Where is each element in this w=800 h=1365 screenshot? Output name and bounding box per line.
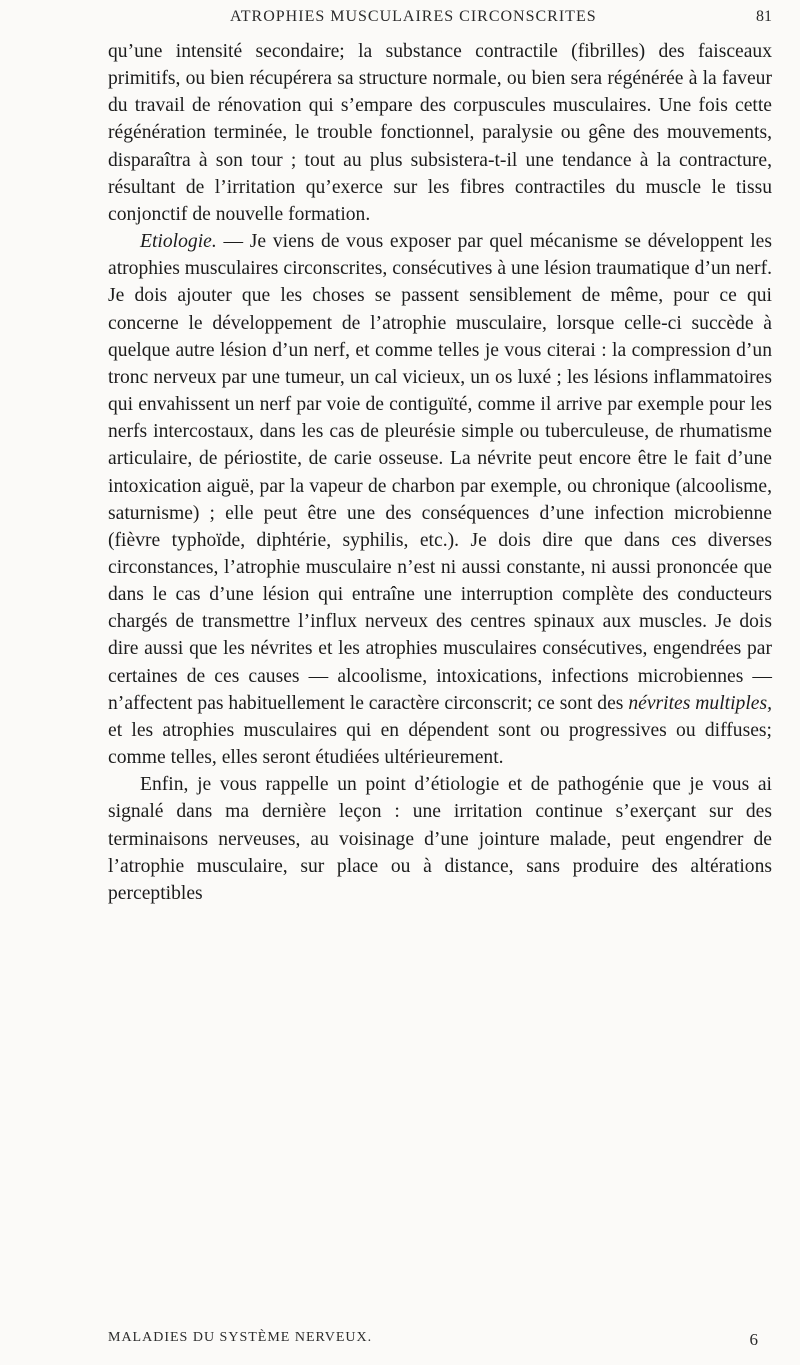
paragraph-etiologie-text: — Je viens de vous exposer par quel mécanisme se développent les atrophies musculaires circonscrites, consécutives à une lésion traumatique d’un nerf. Je dois ajouter que les choses se passent sensiblement de même, pour ce qui concerne le développement de l’atrophie musculaire, lorsque celle-ci succède à quelque autre lésion d’un nerf, et comme telles je vous citerai : la compression d’un tronc nerveux par une tumeur, un cal vicieux, un os luxé ; les lésions inflammatoires qui envahissent un nerf par voie de contiguïté, comme il arrive par exemple pour les nerfs intercostaux, dans les cas de pleurésie simple ou tuberculeuse, de rhumatisme articulaire, de périostite, de carie osseuse. La névrite peut encore être le fait d’une intoxication aiguë, par la vapeur de charbon par exemple, ou chronique (alcoolisme, saturnisme) ; elle peut être une des conséquences d’une infection microbienne (fièvre typhoïde, diphtérie, syphilis, etc.). Je dois dire que dans ces diverses circonstances, l’atrophie musculaire n’est ni aussi constante, ni aussi prononcée que dans le cas d’une lésion qui entraîne une interruption complète des conducteurs chargés de transmettre l’influx nerveux des centres spinaux aux muscles. Je dois dire aussi que les névrites et les atrophies musculaires consécutives, engendrées par certaines de ces causes — alcoolisme, intoxications, infections microbiennes — n’affectent pas habituellement le caractère circonscrit; ce sont des — [108, 231, 772, 714]
running-header — [110, 8, 790, 30]
body-text — [108, 38, 772, 907]
signature-mark: 6 — [749, 1330, 758, 1349]
running-title: ATROPHIES MUSCULAIRES CIRCONSCRITES — [230, 8, 597, 25]
footer-title: MALADIES DU SYSTÈME NERVEUX. — [108, 1330, 373, 1345]
paragraph-etiologie — [108, 228, 772, 771]
paragraph-etiologie-end: et les atrophies musculaires qui en dépendent sont ou progressives ou diffuses; comme telles, elles seront étudiées ultérieurement. — [108, 719, 772, 769]
section-label-etiologie: Etiologie. — [140, 231, 217, 253]
italic-term: névrites multiples, — [628, 692, 772, 714]
paragraph-enfin: Enfin, je vous rappelle un point d’étiologie et de pathogénie que je vous ai signalé dans ma dernière leçon : une irritation continue s’exerçant sur des terminaisons nerveuses, au voisinage d’une jointure malade, peut engendrer de l’atrophie musculaire, sur place ou à distance, sans produire des altérations perceptibles — [108, 774, 772, 904]
page-number: 81 — [756, 8, 772, 25]
running-footer — [108, 1330, 758, 1352]
paragraph-continuation: qu’une intensité secondaire; la substance contractile (fibrilles) des faisceaux primitifs, ou bien récupérera sa structure normale, ou bien sera régénérée à la faveur du travail de rénovation qui s’empare des corpuscules musculaires. Une fois cette régénération terminée, le trouble fonctionnel, paralysie ou gêne des mouvements, disparaîtra à son tour ; tout au plus subsistera-t-il une tendance à la contracture, résultant de l’irritation qu’exerce sur les fibres contractiles du muscle le tissu conjonctif de nouvelle formation. — [108, 41, 772, 225]
